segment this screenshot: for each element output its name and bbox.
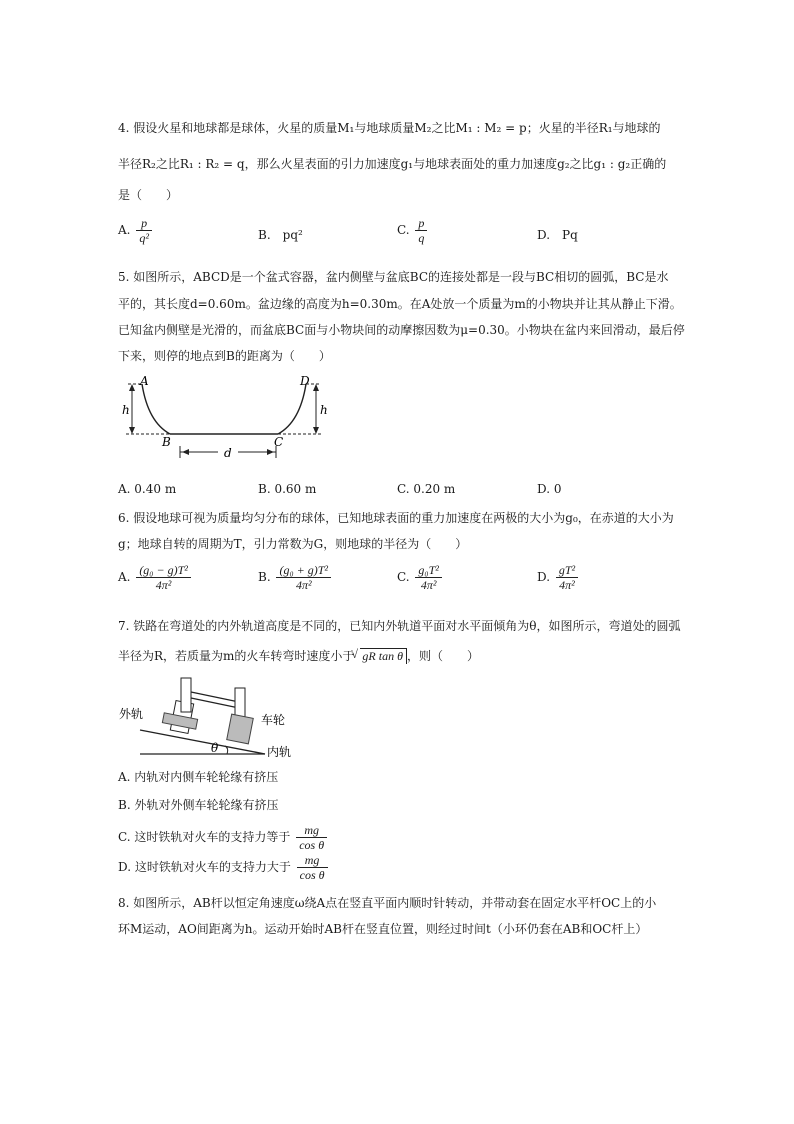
axle-top [191, 692, 239, 702]
q4-option-b[interactable]: B. pq² [258, 228, 303, 242]
q6-line-1: 6. 假设地球可视为质量均匀分布的球体，已知地球表面的重力加速度在两极的大小为g₀，在赤道的大小为 [118, 511, 674, 525]
label-theta: θ [211, 741, 219, 755]
q4-option-d[interactable]: D. Pq [537, 228, 578, 242]
label-D: D [300, 374, 310, 388]
q6-option-b[interactable]: B. $\frac{\text{(g₀ + g)T²}}{\text{4π²}}$ [258, 563, 333, 592]
q4-line-1: 4. 假设火星和地球都是球体，火星的质量M₁与地球质量M₂之比M₁ : M₂ = p；火星的半径R₁与地球的 [118, 121, 661, 135]
label-B: B [162, 435, 171, 449]
q7-option-c-fraction: $\frac{mg}{\text{cos θ}}$ [296, 823, 327, 852]
q4-option-c[interactable]: C. $\frac{p}{q}$ [397, 216, 429, 245]
axle-bottom [191, 698, 239, 708]
q7-line-1: 7. 铁路在弯道处的内外轨道高度是不同的，已知内外轨道平面对水平面倾角为θ，如图所示，弯道处的圆弧 [118, 619, 681, 633]
q7-option-b[interactable]: B. 外轨对外侧车轮轮缘有挤压 [118, 798, 279, 812]
right-arrowhead-top [313, 384, 319, 391]
inner-rail [227, 714, 254, 744]
q6-option-a-fraction: $\frac{\text{(g₀ − g)T²}}{\text{4π²}}$ [136, 563, 191, 592]
q6-option-b-fraction: $\frac{\text{(g₀ + g)T²}}{\text{4π²}}$ [276, 563, 331, 592]
q7-option-a[interactable]: A. 内轨对内侧车轮轮缘有挤压 [118, 770, 279, 784]
q5-option-b[interactable]: B. 0.60 m [258, 482, 317, 496]
q7-option-d[interactable]: D. 这时铁轨对火车的支持力大于 $\frac{mg}{\text{cos θ}}$ [118, 853, 330, 882]
label-h-left: h [122, 403, 130, 417]
q5-line-1: 5. 如图所示，ABCD是一个盆式容器，盆内侧壁与盆底BC的连接处都是一段与BC相切的圆弧，BC是水 [118, 270, 669, 284]
basin-diagram [118, 372, 338, 468]
label-outer-rail: 外轨 [119, 707, 144, 721]
label-d: d [224, 446, 232, 460]
basin-right-wall [278, 384, 306, 434]
q5-line-2: 平的，其长度d=0.60m。盆边缘的高度为h=0.30m。在A处放一个质量为m的小物块并让其从静止下滑。 [118, 297, 682, 311]
q5-option-a[interactable]: A. 0.40 m [118, 482, 177, 496]
q7-option-c[interactable]: C. 这时铁轨对火车的支持力等于 $\frac{mg}{\text{cos θ}}$ [118, 823, 329, 852]
q7-line-2: 半径为R，若质量为m的火车转弯时速度小于√ gR tan θ ，则（ ） [118, 647, 479, 664]
q6-line-2: g；地球自转的周期为T，引力常数为G，则地球的半径为（ ） [118, 537, 468, 551]
left-arrowhead-bottom [129, 427, 135, 434]
basin-left-wall [142, 384, 170, 434]
outer-wheel [181, 678, 191, 712]
sqrt-expression: √ gR tan θ [360, 648, 407, 664]
q4-line-3: 是（ ） [118, 188, 179, 202]
q6-option-c[interactable]: C. $\frac{\text{g₀T²}}{\text{4π²}}$ [397, 563, 444, 592]
q4-option-a-fraction: $\frac{p}{\text{q²}}$ [136, 216, 152, 245]
q5-option-c[interactable]: C. 0.20 m [397, 482, 456, 496]
width-arrowhead-right [267, 449, 274, 455]
q5-option-d[interactable]: D. 0 [537, 482, 562, 496]
q8-line-2: 环M运动，AO间距离为h。运动开始时AB杆在竖直位置，则经过时间t（小环仍套在AB和OC杆上） [118, 922, 648, 936]
q5-line-3: 已知盆内侧壁是光滑的，而盆底BC面与小物块间的动摩擦因数为μ=0.30。小物块在盆内来回滑动，最后停 [118, 323, 685, 337]
q6-option-c-fraction: $\frac{\text{g₀T²}}{\text{4π²}}$ [415, 563, 441, 592]
q6-option-d[interactable]: D. $\frac{\text{gT²}}{\text{4π²}}$ [537, 563, 580, 592]
q6-option-d-fraction: $\frac{\text{gT²}}{\text{4π²}}$ [556, 563, 578, 592]
q6-option-a[interactable]: A. $\frac{\text{(g₀ − g)T²}}{\text{4π²}}$ [118, 563, 193, 592]
q7-option-d-fraction: $\frac{mg}{\text{cos θ}}$ [297, 853, 328, 882]
q8-line-1: 8. 如图所示，AB杆以恒定角速度ω绕A点在竖直平面内顺时针转动，并带动套在固定水平杆OC上的小 [118, 896, 657, 910]
label-inner-rail: 内轨 [267, 745, 292, 759]
left-arrowhead-top [129, 384, 135, 391]
q4-option-a[interactable]: A. $\frac{p}{\text{q²}}$ [118, 216, 154, 245]
label-C: C [274, 435, 284, 449]
q5-line-4: 下来，则停的地点到B的距离为（ ） [118, 349, 331, 363]
label-wheel: 车轮 [261, 713, 286, 727]
label-A: A [140, 374, 149, 388]
q4-line-2: 半径R₂之比R₁ : R₂ = q，那么火星表面的引力加速度g₁与地球表面处的重力加速度g₂之比g₁ : g₂正确的 [118, 157, 667, 171]
right-arrowhead-bottom [313, 427, 319, 434]
rail-diagram [115, 672, 305, 762]
width-arrowhead-left [182, 449, 189, 455]
label-h-right: h [320, 403, 328, 417]
q4-option-c-fraction: $\frac{p}{q}$ [415, 216, 427, 245]
